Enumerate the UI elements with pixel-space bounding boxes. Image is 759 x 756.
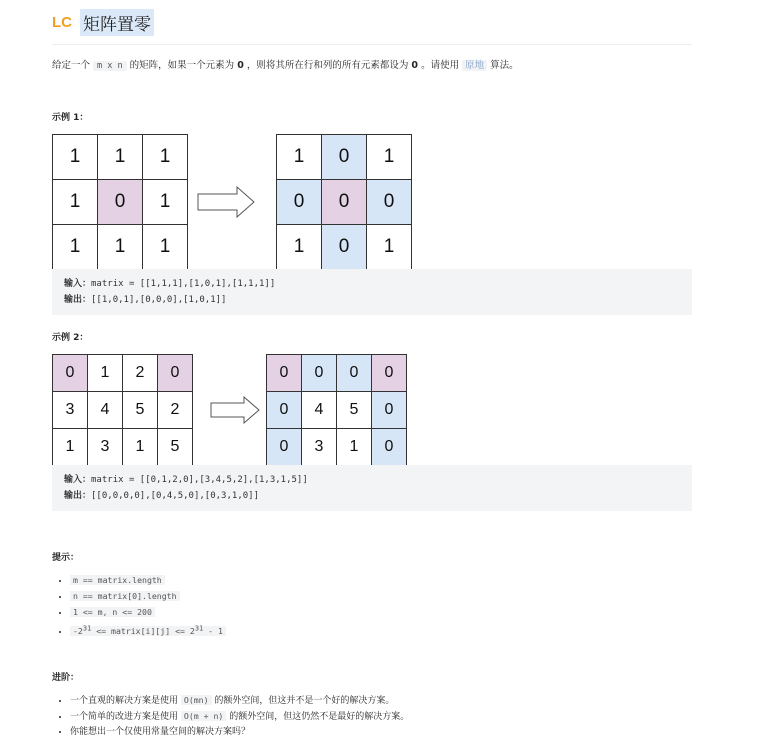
matrix-cell: 1 [337, 429, 371, 465]
followup-text: 你能想出一个仅使用常量空间的解决方案吗？ [70, 727, 251, 737]
matrix-cell: 5 [123, 392, 157, 428]
followup-item [70, 725, 692, 740]
hint-item [70, 621, 692, 640]
followup-label: 进阶： [52, 673, 80, 683]
input-label: 输入： [64, 279, 92, 289]
hint-exponent: 31 [194, 624, 204, 632]
arrow-right-icon [210, 396, 260, 424]
example1-label: 示例 1： [52, 113, 89, 123]
matrix-cell: 1 [53, 135, 97, 179]
lc-badge: LC [52, 13, 72, 31]
matrix-cell: 0 [322, 225, 366, 269]
example2-output-matrix [266, 354, 407, 466]
followup-code: O(mn) [181, 695, 212, 705]
matrix-cell: 0 [267, 429, 301, 465]
input-value: matrix = [[0,1,2,0],[3,4,5,2],[1,3,1,5]] [91, 475, 308, 485]
matrix-cell: 1 [53, 429, 87, 465]
desc-text: ，则将其所在行和列的所有元素都设为 [246, 60, 409, 71]
matrix-cell: 2 [123, 355, 157, 391]
followup-code: O(m + n) [181, 711, 226, 721]
arrow-right-icon [197, 186, 255, 218]
followup-item [70, 693, 692, 709]
output-label: 输出： [64, 295, 92, 305]
inplace-link[interactable]: 原地 [462, 60, 487, 71]
input-label: 输入： [64, 475, 92, 485]
problem-description [52, 58, 519, 74]
example2-io-block [52, 465, 692, 511]
output-value: [[0,0,0,0],[0,4,5,0],[0,3,1,0]] [91, 491, 259, 501]
matrix-cell: 0 [372, 392, 406, 428]
output-label: 输出： [64, 491, 92, 501]
dims-code: m x n [93, 61, 127, 71]
page-header [52, 9, 154, 35]
desc-text: 给定一个 [52, 60, 91, 71]
hint-exponent: 31 [82, 624, 92, 632]
example1-input-matrix [52, 134, 188, 270]
hints-label: 提示： [52, 553, 80, 563]
matrix-cell: 0 [367, 180, 411, 224]
matrix-cell: 1 [88, 355, 122, 391]
input-value: matrix = [[1,1,1],[1,0,1],[1,1,1]] [91, 279, 276, 289]
desc-zero: 0 [411, 60, 419, 71]
matrix-cell: 3 [53, 392, 87, 428]
hint-item [70, 605, 692, 621]
matrix-cell: 4 [302, 392, 336, 428]
matrix-cell: 1 [53, 225, 97, 269]
followup-list [52, 693, 692, 740]
matrix-cell: 3 [302, 429, 336, 465]
hint-code: 1 <= m, n <= 200 [70, 607, 155, 617]
matrix-cell: 1 [367, 135, 411, 179]
hints-list [52, 573, 692, 640]
hint-item [70, 573, 692, 589]
hint-code: m == matrix.length [70, 575, 165, 585]
matrix-cell: 1 [367, 225, 411, 269]
matrix-cell: 0 [267, 355, 301, 391]
desc-text: 的矩阵，如果一个元素为 [129, 60, 235, 71]
matrix-cell: 0 [98, 180, 142, 224]
hint-code [70, 626, 226, 636]
divider [52, 44, 692, 45]
followup-text: 的额外空间，但这并不是一个好的解决方案。 [214, 696, 395, 706]
desc-zero: 0 [237, 60, 244, 71]
matrix-cell: 0 [277, 180, 321, 224]
matrix-cell: 0 [53, 355, 87, 391]
matrix-cell: 0 [322, 180, 366, 224]
followup-item [70, 709, 692, 725]
matrix-cell: 5 [158, 429, 192, 465]
desc-text: 。请使用 [421, 60, 460, 71]
matrix-cell: 0 [337, 355, 371, 391]
hint-part: -2 [73, 625, 83, 636]
matrix-cell: 0 [322, 135, 366, 179]
matrix-cell: 3 [88, 429, 122, 465]
matrix-cell: 5 [337, 392, 371, 428]
page-title: 矩阵置零 [80, 9, 154, 36]
matrix-cell: 0 [158, 355, 192, 391]
output-value: [[1,0,1],[0,0,0],[1,0,1]] [91, 295, 227, 305]
matrix-cell: 1 [53, 180, 97, 224]
matrix-cell: 1 [98, 225, 142, 269]
followup-text: 一个直观的解决方案是使用 [70, 696, 179, 706]
matrix-cell: 0 [267, 392, 301, 428]
desc-text: 算法。 [490, 60, 519, 71]
example1-output-matrix [276, 134, 412, 270]
followup-text: 一个简单的改进方案是使用 [70, 712, 179, 722]
hint-item [70, 589, 692, 605]
hint-part: - 1 [203, 625, 223, 636]
matrix-cell: 0 [372, 429, 406, 465]
matrix-cell: 1 [143, 225, 187, 269]
followup-text: 的额外空间，但这仍然不是最好的解决方案。 [229, 712, 410, 722]
matrix-cell: 1 [277, 135, 321, 179]
matrix-cell: 1 [98, 135, 142, 179]
matrix-cell: 1 [143, 180, 187, 224]
matrix-cell: 0 [372, 355, 406, 391]
matrix-cell: 4 [88, 392, 122, 428]
example2-input-matrix [52, 354, 193, 466]
matrix-cell: 1 [277, 225, 321, 269]
matrix-cell: 1 [143, 135, 187, 179]
hint-code: n == matrix[0].length [70, 591, 180, 601]
matrix-cell: 0 [302, 355, 336, 391]
matrix-cell: 1 [123, 429, 157, 465]
example2-label: 示例 2： [52, 333, 89, 343]
example1-io-block [52, 269, 692, 315]
matrix-cell: 2 [158, 392, 192, 428]
hint-part: <= matrix[i][j] <= 2 [91, 625, 195, 636]
